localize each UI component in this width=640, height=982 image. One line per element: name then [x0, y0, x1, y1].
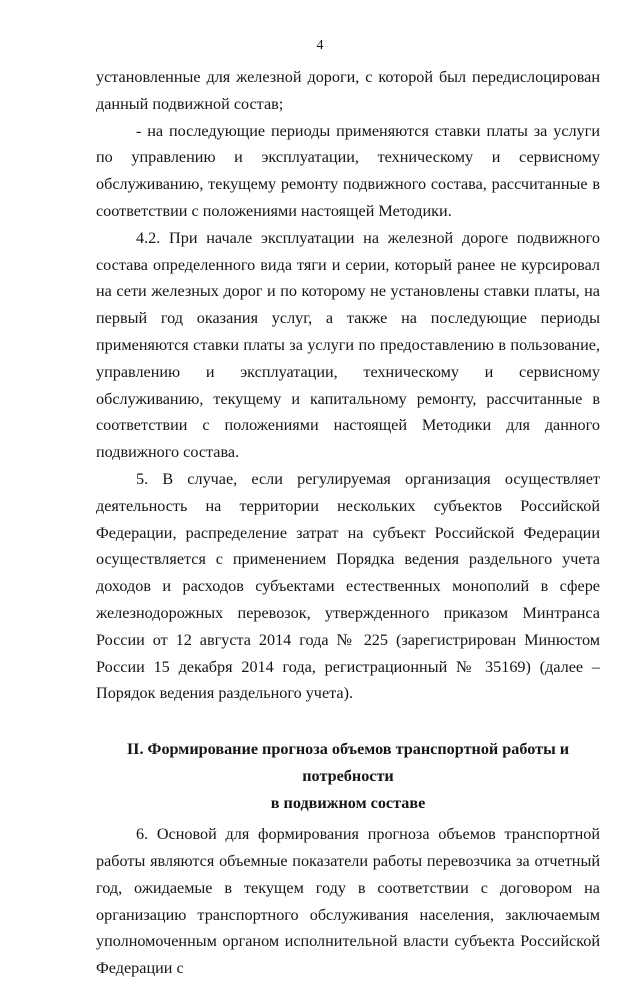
section-heading-ii — [96, 736, 600, 817]
section-heading-line-1: II. Формирование прогноза объемов транспортной работы и потребности — [126, 740, 570, 786]
paragraph-5: 5. В случае, если регулируемая организация осуществляет деятельность на территории нескольких субъектов Российской Федерации, распределение затрат на субъект Российской Федерации осуществляется с применением Порядка ведения раздельного учета доходов и расходов субъектами естественных монополий в сфере железнодорожных перевозок, утвержденного приказом Минтранса России от 12 августа 2014 года № 225 (зарегистрирован Минюстом России 15 декабря 2014 года, регистрационный № 35169) (далее – Порядок ведения раздельного учета). — [96, 469, 600, 703]
page-number: 4 — [316, 38, 324, 53]
document-body — [96, 64, 600, 982]
section-heading-line-2: в подвижном составе — [270, 794, 426, 813]
paragraph-4-2: 4.2. При начале эксплуатации на железной дороге подвижного состава определенного вида тяги и серии, который ранее не курсировал на сети железных дорог и по которому не установлены ставки платы, на первый год оказания услуг, а также на последующие периоды применяются ставки платы за услуги по предоставлению в пользование, управлению и эксплуатации, техническому и сервисному обслуживанию, текущему и капитальному ремонту, рассчитанные в соответствии с положениями настоящей Методики для данного подвижного состава. — [96, 228, 600, 462]
paragraph-continuation: установленные для железной дороги, с которой был передислоцирован данный подвижной состав; — [96, 68, 600, 113]
paragraph-subsequent-periods: - на последующие периоды применяются ставки платы за услуги по управлению и эксплуатации, техническому и сервисному обслуживанию, текущему ремонту подвижного состава, рассчитанные в соответствии с положениями настоящей Методики. — [96, 121, 600, 220]
paragraph-6: 6. Основой для формирования прогноза объемов транспортной работы являются объемные показатели работы перевозчика за отчетный год, ожидаемые в текущем году в соответствии с договором на организацию транспортного обслуживания населения, заключаемым уполномоченным органом исполнительной власти субъекта Российской Федерации с — [96, 825, 600, 978]
